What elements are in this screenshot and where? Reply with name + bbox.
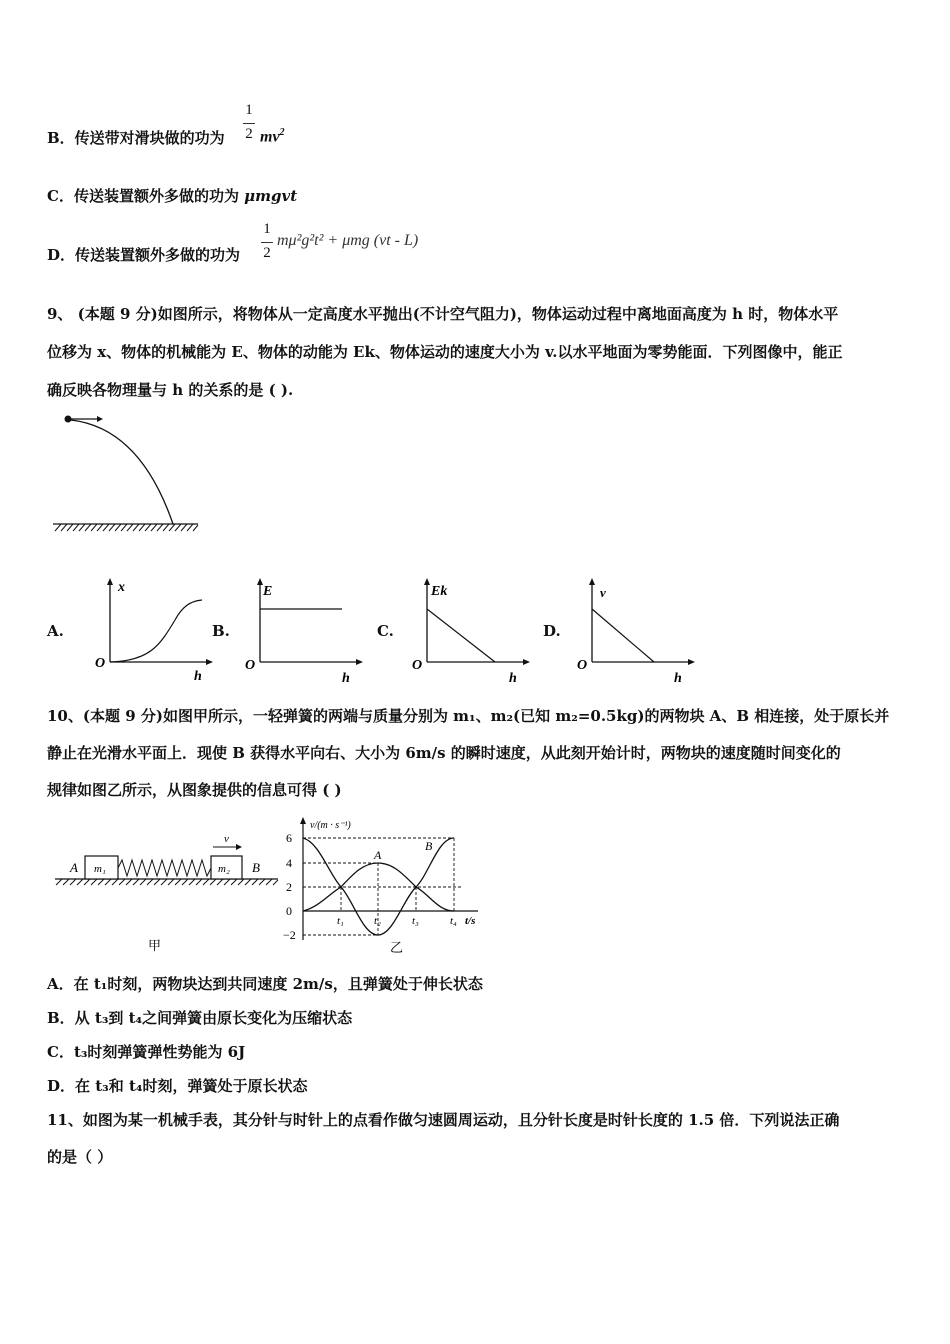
graph-line — [592, 609, 654, 662]
origin-label: O — [245, 658, 256, 673]
q8-option-b[interactable] — [47, 128, 225, 148]
x-axis-arrow — [206, 659, 213, 665]
y-axis-arrow — [300, 817, 306, 824]
q8-option-b-fraction-numerator: 1 — [245, 102, 253, 118]
q11-stem-line-2: 的是（ ） — [47, 1148, 113, 1166]
ytick-neg2: −2 — [283, 928, 296, 942]
y-axis-label: v/(m · s⁻¹) — [310, 820, 351, 831]
figure-caption-jia: 甲 — [148, 938, 162, 953]
ytick-2: 2 — [286, 880, 292, 894]
y-axis-arrow — [107, 578, 113, 585]
y-axis-arrow — [589, 578, 595, 585]
q9-option-d-label[interactable]: D. — [543, 622, 561, 640]
q9-graph-d[interactable] — [572, 575, 697, 687]
q9-stem-line-1: 9、 (本题 9 分)如图所示，将物体从一定高度水平抛出(不计空气阻力)，物体运动过程中离地面高度为 h 时，物体水平 — [47, 305, 839, 323]
q8-option-b-fraction-denominator: 2 — [245, 126, 253, 142]
x-axis-label: h — [509, 671, 517, 686]
q8-option-b-text: B．传送带对滑块做的功为 — [47, 129, 225, 147]
q8-option-b-expression — [260, 127, 285, 146]
ytick-4: 4 — [286, 856, 292, 870]
x-axis-label: h — [342, 671, 350, 686]
spring — [118, 860, 211, 876]
q9-projectile-figure — [45, 408, 205, 538]
q8-option-b-superscript: 2 — [279, 127, 285, 138]
q8-option-d-text: D．传送装置额外多做的功为 — [47, 246, 241, 264]
x-axis-arrow — [356, 659, 363, 665]
q8-option-d[interactable] — [47, 245, 240, 265]
y-axis-label: E — [263, 584, 273, 599]
origin-label: O — [577, 658, 588, 673]
fraction-bar — [243, 123, 255, 124]
q9-stem-line-3: 确反映各物理量与 h 的关系的是 ( ). — [47, 381, 294, 399]
label-b: B — [252, 860, 260, 875]
q8-option-c[interactable] — [47, 186, 297, 206]
xtick-t3: t₃ — [412, 915, 419, 927]
q8-option-b-expr-text: mv — [260, 128, 280, 146]
ytick-0: 0 — [286, 904, 292, 918]
y-axis-arrow — [424, 578, 430, 585]
q8-option-d-fraction-denominator: 2 — [263, 245, 271, 261]
q8-option-d-fraction-numerator: 1 — [263, 221, 271, 237]
q9-stem-line-2: 位移为 x、物体的机械能为 E、物体的动能为 Ek、物体运动的速度大小为 v.以水平地面为零势能面．下列图像中，能正 — [47, 343, 843, 361]
q11-stem-line-1: 11、如图为某一机械手表，其分针与时针上的点看作做匀速圆周运动，且分针长度是时针长度的 1.5 倍．下列说法正确 — [47, 1111, 840, 1129]
q8-option-c-expression: μmgvt — [244, 187, 298, 205]
q9-option-a-label[interactable]: A. — [47, 622, 64, 640]
origin-label: O — [412, 658, 423, 673]
q10-option-a[interactable]: A．在 t₁时刻，两物块达到共同速度 2m/s，且弹簧处于伸长状态 — [47, 975, 483, 993]
q10-option-c[interactable]: C．t₃时刻弹簧弹性势能为 6J — [47, 1043, 246, 1061]
label-a: A — [70, 860, 78, 875]
xtick-t4: t₄ — [450, 915, 457, 927]
fraction-bar — [261, 242, 273, 243]
q9-option-c-label[interactable]: C. — [377, 622, 394, 640]
velocity-arrow-head — [97, 416, 103, 422]
q10-spring-figure — [50, 818, 285, 958]
trajectory-curve — [71, 420, 173, 524]
x-axis-label: h — [194, 669, 202, 684]
ball — [65, 416, 72, 423]
curve-a-label: A — [374, 848, 382, 862]
ground-hatching — [55, 524, 198, 531]
q9-graph-c[interactable] — [407, 575, 532, 687]
ytick-6: 6 — [286, 831, 292, 845]
q8-option-c-text: C．传送装置额外多做的功为 — [47, 187, 245, 205]
block-m2-label: m₂ — [218, 863, 230, 875]
y-axis-label: v — [600, 585, 606, 600]
y-axis-label: x — [118, 580, 125, 595]
q10-stem-line-3: 规律如图乙所示，从图象提供的信息可得 ( ) — [47, 781, 342, 799]
surface-hatching — [56, 879, 278, 885]
xtick-t1: t₁ — [337, 915, 344, 927]
graph-line — [427, 609, 495, 662]
x-axis-label: h — [674, 671, 682, 686]
velocity-arrow-head — [236, 844, 242, 850]
x-axis-arrow — [523, 659, 530, 665]
block-m1-label: m₁ — [94, 863, 106, 875]
q10-option-b[interactable]: B．从 t₃到 t₄之间弹簧由原长变化为压缩状态 — [47, 1009, 353, 1027]
t-axis-label: t/s — [465, 915, 476, 927]
curve-b-label: B — [425, 839, 433, 853]
q10-vt-graph — [283, 812, 498, 958]
y-axis-label: Ek — [431, 584, 448, 599]
q10-stem-line-2: 静止在光滑水平面上．现使 B 获得水平向右、大小为 6m/s 的瞬时速度，从此刻开始计时，两物块的速度随时间变化的 — [47, 744, 841, 762]
figure-caption-yi: 乙 — [390, 940, 404, 955]
q10-option-d[interactable]: D．在 t₃和 t₄时刻，弹簧处于原长状态 — [47, 1077, 308, 1095]
q9-graph-a[interactable] — [90, 575, 215, 687]
q10-stem-line-1: 10、(本题 9 分)如图甲所示，一轻弹簧的两端与质量分别为 m₁、m₂(已知 m₂=0.5kg)的两物块 A、B 相连接，处于原长并 — [47, 707, 890, 725]
q9-graph-b[interactable] — [240, 575, 365, 687]
q8-option-d-expression: mμ²g²t² + μmg (vt - L) — [277, 232, 419, 249]
origin-label: O — [95, 656, 106, 671]
q9-option-b-label[interactable]: B. — [212, 622, 230, 640]
velocity-label: v — [224, 833, 229, 845]
xtick-t2: t₂ — [374, 915, 381, 927]
graph-curve — [110, 600, 202, 662]
x-axis-arrow — [688, 659, 695, 665]
